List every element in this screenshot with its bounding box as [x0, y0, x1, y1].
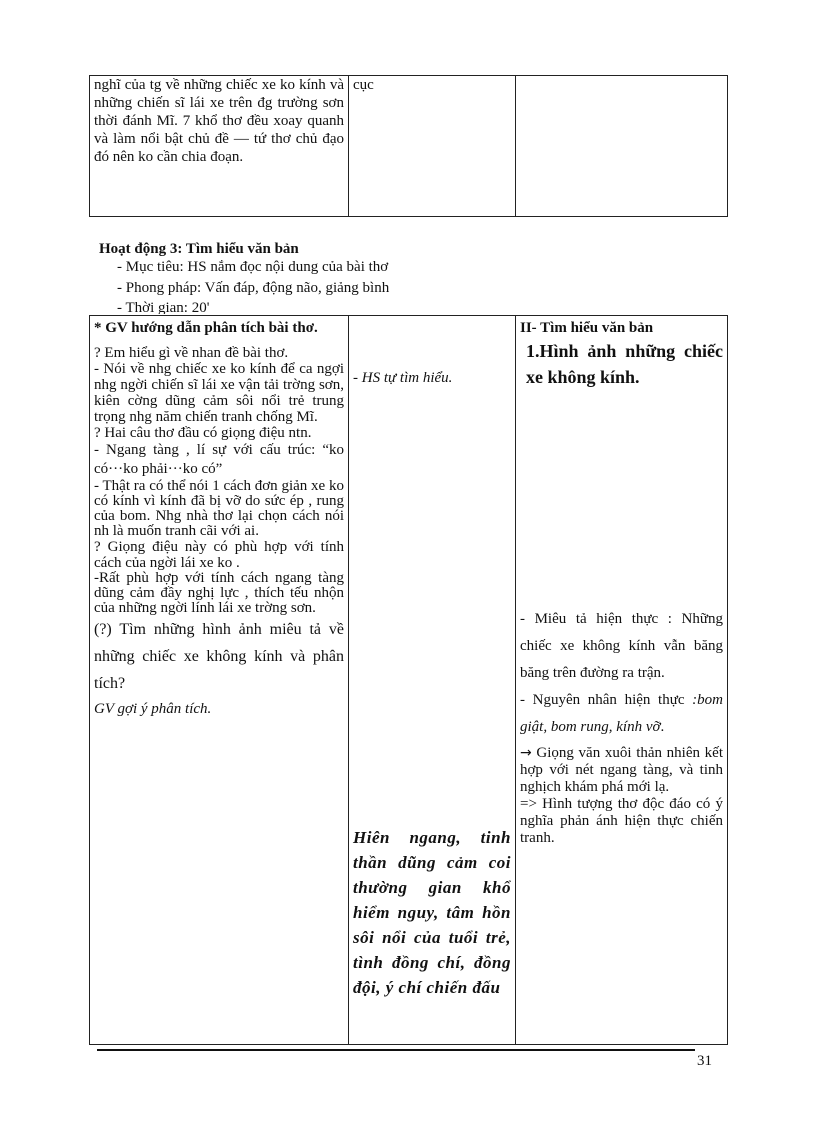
question-fit: ? Giọng điệu này có phù hợp với tính cách của ngời lái xe ko .: [94, 539, 344, 571]
student-task: - HS tự tìm hiểu.: [353, 370, 453, 386]
activity-time: - Thời gian: 20': [117, 300, 210, 314]
activity-title: Hoạt động 3: Tìm hiểu văn bản: [99, 241, 299, 257]
section-heading: II- Tìm hiểu văn bản: [520, 320, 654, 336]
right-arrow-icon: →: [520, 745, 532, 761]
answer-fit: -Rất phù hợp với tính cách ngang tàng dũng cảm đầy nghị lực , thích tếu nhộn của những ngời lính lái xe trờng sơn.: [94, 570, 344, 616]
activity-objective: - Mục tiêu: HS nắm đọc nội dung của bài thơ: [117, 259, 389, 275]
reality-cause: [520, 687, 723, 741]
top-table: [89, 75, 728, 217]
top-col1: [90, 76, 349, 217]
footer-rule: [97, 1049, 695, 1051]
reality-cause-end: .: [660, 719, 665, 735]
reality-cause-items: :bom giật, bom rung, kính vỡ: [520, 692, 723, 735]
tone-remark: [520, 745, 723, 796]
conclusion-text: Hiên ngang, tinh thần dũng cảm coi thường gian khổ hiểm nguy, tâm hồn sôi nổi của tuổi trẻ, tình đồng chí, đồng đội, ý chí chiến đấu: [353, 828, 511, 997]
subsection-heading: 1.Hình ảnh những chiếc xe không kính.: [526, 341, 723, 387]
gv-hint: GV gợi ý phân tích.: [94, 701, 212, 717]
page-number: 31: [697, 1053, 712, 1069]
main-col2: [349, 316, 516, 1045]
answer-title: - Nói về nhg chiếc xe ko kính để ca ngợi nhg ngời chiến sĩ lái xe vận tải trờng sơn, kiên cờng dũng cảm sôi nổi trẻ trung trọng nhg năm chiến tranh chống Mĩ.: [94, 361, 344, 425]
main-table: [89, 315, 728, 1045]
main-col3: [516, 316, 728, 1045]
answer-tone: - Ngang tàng , lí sự với cấu trúc: “ko có···ko phải···ko có”: [94, 442, 344, 477]
question-images: (?) Tìm những hình ảnh miêu tả về những chiếc xe không kính và phân tích?: [94, 621, 344, 692]
gv-guide-heading: * GV hướng dẫn phân tích bài thơ.: [94, 320, 318, 336]
image-significance: => Hình tượng thơ độc đáo có ý nghĩa phản ánh hiện thực chiến tranh.: [520, 796, 723, 846]
explanation: - Thật ra có thể nói 1 cách đơn giản xe ko có kính vì kính đã bị vỡ do sức ép , rung của bom. Nhg nhà thơ lại chọn cách nói nh là muốn tranh cãi với ai.: [94, 478, 344, 539]
top-col3: [516, 76, 728, 217]
top-col1-text: nghĩ của tg về những chiếc xe ko kính và những chiến sĩ lái xe trên đg trường sơn thời đánh Mĩ. 7 khổ thơ đều xoay quanh và làm nổi bật chủ đề — tứ thơ chủ đạo đó nên ko cần chia đoạn.: [94, 77, 344, 165]
top-col2: [349, 76, 516, 217]
question-tone: ? Hai câu thơ đầu có giọng điệu ntn.: [94, 425, 312, 441]
reality-cause-lead: - Nguyên nhân hiện thực: [520, 692, 693, 708]
activity-method: - Phong pháp: Vấn đáp, động não, giảng bình: [117, 280, 390, 296]
question-title: ? Em hiểu gì về nhan đề bài thơ.: [94, 345, 289, 361]
top-col2-text: cục: [353, 77, 374, 93]
reality-description: - Miêu tả hiện thực : Những chiếc xe không kính vẫn băng băng trên đường ra trận.: [520, 611, 723, 681]
tone-remark-text: Giọng văn xuôi thản nhiên kết hợp với nét ngang tàng, và tinh nghịch khám phá mới lạ.: [520, 745, 723, 795]
main-col1: [90, 316, 349, 1045]
